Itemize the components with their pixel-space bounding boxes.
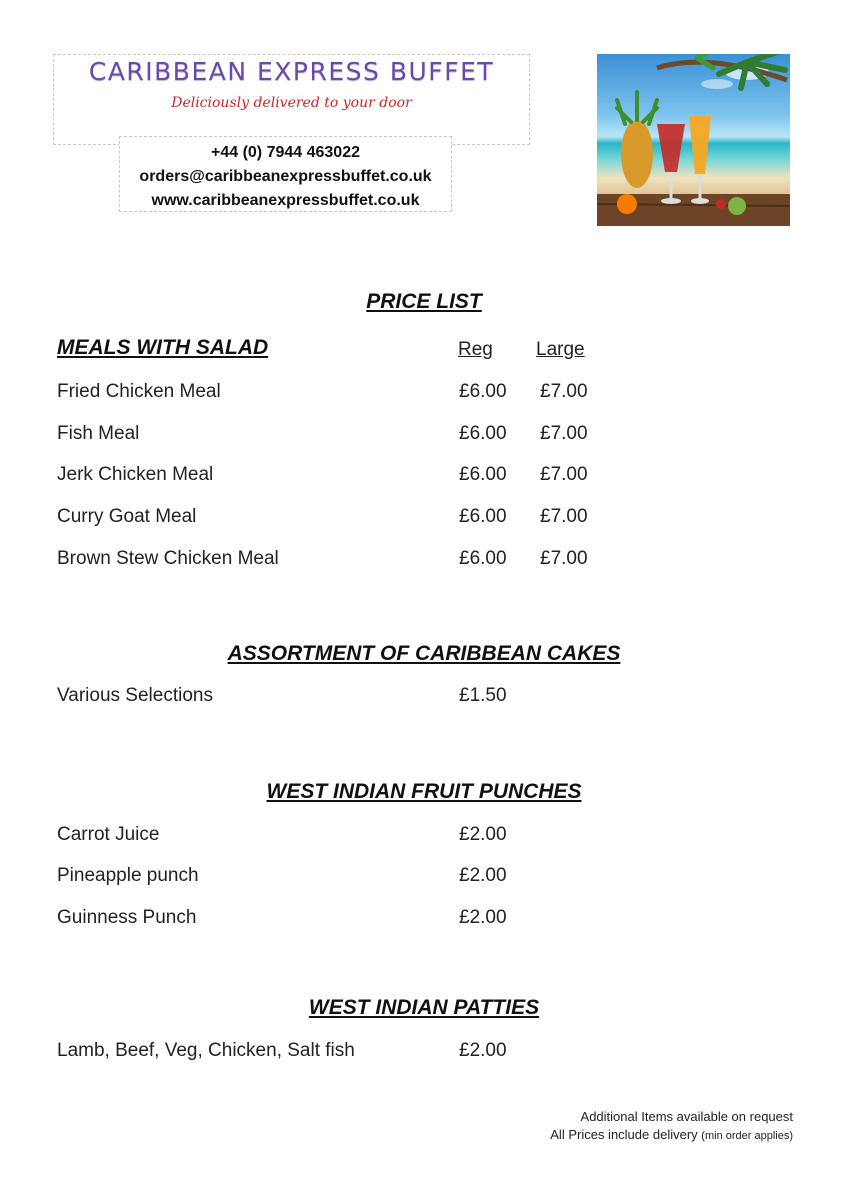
- item-name: Lamb, Beef, Veg, Chicken, Salt fish: [57, 1040, 355, 1061]
- item-name: Curry Goat Meal: [57, 506, 197, 527]
- punches-heading: WEST INDIAN FRUIT PUNCHES: [266, 780, 582, 803]
- large-column-header: Large: [536, 339, 585, 360]
- item-large-price: £7.00: [540, 381, 588, 402]
- item-price: £2.00: [459, 1040, 507, 1061]
- item-reg-price: £6.00: [459, 548, 507, 569]
- item-name: Guinness Punch: [57, 907, 197, 928]
- item-name: Fish Meal: [57, 423, 140, 444]
- item-name: Fried Chicken Meal: [57, 381, 221, 402]
- menu-item-row: [0, 907, 848, 933]
- patties-heading: WEST INDIAN PATTIES: [308, 996, 540, 1019]
- menu-item-row: [0, 824, 848, 850]
- item-price: £1.50: [459, 685, 507, 706]
- item-price: £2.00: [459, 865, 507, 886]
- menu-item-row: [0, 1040, 848, 1066]
- item-reg-price: £6.00: [459, 506, 507, 527]
- item-large-price: £7.00: [540, 423, 588, 444]
- item-large-price: £7.00: [540, 464, 588, 485]
- item-large-price: £7.00: [540, 506, 588, 527]
- brand-name: CARIBBEAN EXPRESS BUFFET: [88, 57, 495, 86]
- brand-tagline: Deliciously delivered to your door: [171, 95, 412, 111]
- meals-heading: MEALS WITH SALAD: [57, 336, 269, 359]
- item-name: Jerk Chicken Meal: [57, 464, 214, 485]
- menu-item-row: [0, 423, 848, 449]
- menu-item-row: [0, 548, 848, 574]
- note-delivery-text: All Prices include delivery: [550, 1127, 698, 1142]
- item-name: Pineapple punch: [57, 865, 199, 886]
- note-additional-items: Additional Items available on request: [580, 1109, 793, 1124]
- logo-box: [53, 54, 530, 145]
- reg-column-header: Reg: [458, 339, 493, 360]
- item-name: Brown Stew Chicken Meal: [57, 548, 279, 569]
- contact-box: [119, 136, 452, 212]
- note-delivery: [550, 1127, 793, 1142]
- menu-item-row: [0, 506, 848, 532]
- contact-phone: +44 (0) 7944 463022: [210, 144, 360, 161]
- item-reg-price: £6.00: [459, 423, 507, 444]
- contact-website: www.caribbeanexpressbuffet.co.uk: [151, 192, 420, 209]
- cakes-heading: ASSORTMENT OF CARIBBEAN CAKES: [227, 642, 621, 665]
- item-name: Various Selections: [57, 685, 213, 706]
- menu-item-row: [0, 464, 848, 490]
- contact-email: orders@caribbeanexpressbuffet.co.uk: [139, 168, 432, 185]
- item-reg-price: £6.00: [459, 464, 507, 485]
- price-list-title: PRICE LIST: [366, 290, 482, 313]
- item-name: Carrot Juice: [57, 824, 160, 845]
- menu-item-row: [0, 865, 848, 891]
- item-price: £2.00: [459, 824, 507, 845]
- item-price: £2.00: [459, 907, 507, 928]
- menu-item-row: [0, 685, 848, 711]
- item-large-price: £7.00: [540, 548, 588, 569]
- beach-cocktail-image: [597, 54, 790, 226]
- note-min-order: (min order applies): [701, 1130, 793, 1142]
- menu-item-row: [0, 381, 848, 407]
- item-reg-price: £6.00: [459, 381, 507, 402]
